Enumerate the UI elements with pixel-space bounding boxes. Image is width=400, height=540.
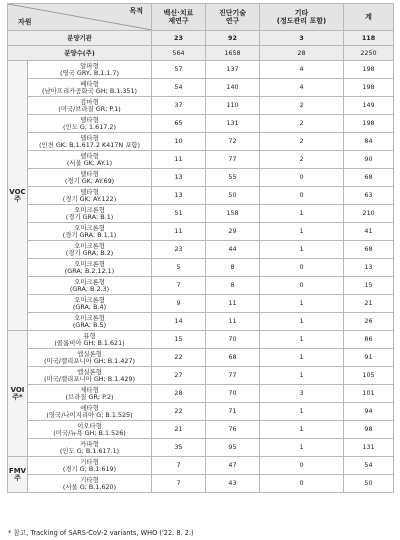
cell-value: 68 xyxy=(344,241,394,259)
variant-name: 델타형 xyxy=(80,115,99,124)
table-row xyxy=(8,313,394,331)
cell-value: 54 xyxy=(152,79,206,97)
cell-value: 15 xyxy=(152,331,206,349)
cell-value: 71 xyxy=(206,403,260,421)
variant-name: 기타형 xyxy=(80,475,99,484)
table-row xyxy=(8,439,394,457)
variant-name: 베타형 xyxy=(80,79,99,88)
cell-value: 90 xyxy=(344,151,394,169)
cell-value: 65 xyxy=(152,115,206,133)
table-row xyxy=(8,151,394,169)
variant-name: 오미크론형 xyxy=(74,205,105,214)
variant-lineage: (서울 GK; AY.1) xyxy=(66,158,113,167)
variant-cell xyxy=(28,61,152,79)
variant-cell xyxy=(28,295,152,313)
footnote: * 참고, Tracking of SARS-CoV-2 variants, WHO ('22. 8. 2.) xyxy=(8,529,194,537)
variant-cell xyxy=(28,97,152,115)
variant-cell xyxy=(28,79,152,97)
variant-lineage: (경기 GRA; B.1) xyxy=(65,212,114,221)
variant-name: 엡실론형 xyxy=(77,367,102,376)
cell-value: 68 xyxy=(344,169,394,187)
table-row xyxy=(8,457,394,475)
cell-value: 2 xyxy=(260,115,344,133)
cell-value: 1 xyxy=(260,223,344,241)
variant-name: 에타형 xyxy=(80,403,99,412)
variant-cell xyxy=(28,349,152,367)
cell-value: 1 xyxy=(260,367,344,385)
cell-value: 63 xyxy=(344,187,394,205)
table-row xyxy=(8,115,394,133)
cell-value: 86 xyxy=(344,331,394,349)
cell-value: 4 xyxy=(260,79,344,97)
cell-value: 3 xyxy=(260,31,344,46)
cell-value: 43 xyxy=(206,475,260,493)
variant-cell xyxy=(28,421,152,439)
header-line: (정도관리 포함) xyxy=(276,17,327,25)
variant-lineage: (경기 GRA; B.1.1) xyxy=(62,230,117,239)
cell-value: 51 xyxy=(152,205,206,223)
cell-value: 1 xyxy=(260,295,344,313)
cell-value: 0 xyxy=(260,169,344,187)
variant-name: 뮤형 xyxy=(83,331,96,340)
cell-value: 10 xyxy=(152,133,206,151)
variant-cell xyxy=(28,277,152,295)
cell-value: 149 xyxy=(344,97,394,115)
variant-lineage: (인도 G; B.1.617.1) xyxy=(59,446,120,455)
cell-value: 0 xyxy=(260,259,344,277)
cell-value: 137 xyxy=(206,61,260,79)
cell-value: 2250 xyxy=(344,46,394,61)
cell-value: 50 xyxy=(344,475,394,493)
cell-value: 7 xyxy=(152,475,206,493)
group-label xyxy=(8,331,28,457)
header-line: 백신·치료 xyxy=(163,9,194,17)
header-line: 진단기술 xyxy=(218,9,247,17)
table-row xyxy=(8,259,394,277)
header-line: 제연구 xyxy=(168,17,189,25)
cell-value: 91 xyxy=(344,349,394,367)
variant-lineage: (미국/캘리포니아 GH; B.1.429) xyxy=(43,374,136,383)
cell-value: 92 xyxy=(206,31,260,46)
table-row xyxy=(8,79,394,97)
cell-value: 84 xyxy=(344,133,394,151)
distribution-table xyxy=(7,3,394,493)
group-label-line: 주* xyxy=(12,392,23,401)
cell-value: 2 xyxy=(260,151,344,169)
cell-value: 1 xyxy=(260,331,344,349)
cell-value: 55 xyxy=(206,169,260,187)
variant-lineage: (남아프리카공화국 GH; B.1.351) xyxy=(41,86,138,95)
variant-lineage: (영국 GRY, B.1.1.7) xyxy=(60,68,119,77)
cell-value: 1 xyxy=(260,349,344,367)
table-row xyxy=(8,187,394,205)
variant-cell xyxy=(28,205,152,223)
cell-value: 1658 xyxy=(206,46,260,61)
cell-value: 70 xyxy=(206,331,260,349)
table-row xyxy=(8,241,394,259)
variant-lineage: (서울 G; B.1.620) xyxy=(62,482,117,491)
cell-value: 77 xyxy=(206,367,260,385)
purpose-header: 목적 xyxy=(129,7,143,15)
group-label-line: FMV xyxy=(8,466,27,475)
cell-value: 15 xyxy=(344,277,394,295)
cell-value: 13 xyxy=(344,259,394,277)
variant-cell xyxy=(28,151,152,169)
variant-name: 알파형 xyxy=(80,61,99,70)
cell-value: 23 xyxy=(152,241,206,259)
header-row xyxy=(8,4,394,31)
variant-cell xyxy=(28,439,152,457)
group-label-line: VOC xyxy=(9,187,26,196)
variant-name: 오미크론형 xyxy=(74,277,105,286)
variant-cell xyxy=(28,169,152,187)
variant-name: 엡실론형 xyxy=(77,349,102,358)
cell-value: 26 xyxy=(344,313,394,331)
variant-lineage: (콜롬비아 GH; B.1.621) xyxy=(54,338,125,347)
group-label-line: VOI xyxy=(10,385,25,394)
variant-lineage: (경기 GK; AY.69) xyxy=(64,176,115,185)
cell-value: 7 xyxy=(152,457,206,475)
variant-cell xyxy=(28,313,152,331)
variant-cell xyxy=(28,115,152,133)
cell-value: 72 xyxy=(206,133,260,151)
cell-value: 110 xyxy=(206,97,260,115)
cell-value: 11 xyxy=(152,223,206,241)
cell-value: 2 xyxy=(260,97,344,115)
cell-value: 77 xyxy=(206,151,260,169)
table-row xyxy=(8,385,394,403)
cell-value: 11 xyxy=(206,313,260,331)
table-body xyxy=(8,31,394,493)
diagonal-header-cell xyxy=(8,4,152,31)
cell-value: 68 xyxy=(206,349,260,367)
table-row xyxy=(8,277,394,295)
cell-value: 11 xyxy=(152,151,206,169)
cell-value: 13 xyxy=(152,169,206,187)
variant-lineage: (인도 G; 1.617.2) xyxy=(63,122,116,131)
cell-value: 9 xyxy=(152,295,206,313)
cell-value: 23 xyxy=(152,31,206,46)
cell-value: 14 xyxy=(152,313,206,331)
cell-value: 70 xyxy=(206,385,260,403)
variant-cell xyxy=(28,367,152,385)
table-row xyxy=(8,61,394,79)
cell-value: 158 xyxy=(206,205,260,223)
variant-name: 제타형 xyxy=(80,385,99,394)
variant-cell xyxy=(28,331,152,349)
variant-name: 델타형 xyxy=(80,169,99,178)
table-row xyxy=(8,133,394,151)
cell-value: 35 xyxy=(152,439,206,457)
variant-lineage: (경기 G; B.1.619) xyxy=(62,464,117,473)
cell-value: 1 xyxy=(260,313,344,331)
total-header: 계 xyxy=(344,4,394,31)
diagnostic-research-header xyxy=(206,4,260,31)
cell-value: 76 xyxy=(206,421,260,439)
variant-cell xyxy=(28,241,152,259)
cell-value: 0 xyxy=(260,277,344,295)
cell-value: 0 xyxy=(260,475,344,493)
table-row xyxy=(8,475,394,493)
group-label-line: 주 xyxy=(14,194,21,203)
cell-value: 5 xyxy=(152,259,206,277)
cell-value: 4 xyxy=(260,61,344,79)
cell-value: 28 xyxy=(152,385,206,403)
cell-value: 105 xyxy=(344,367,394,385)
variant-cell xyxy=(28,457,152,475)
variant-lineage: (미국/브라질 GR; P.1) xyxy=(58,104,121,113)
cell-value: 54 xyxy=(344,457,394,475)
cell-value: 95 xyxy=(206,439,260,457)
cell-value: 0 xyxy=(260,187,344,205)
variant-name: 오미크론형 xyxy=(74,241,105,250)
variant-name: 델타형 xyxy=(80,151,99,160)
cell-value: 41 xyxy=(344,223,394,241)
variant-cell xyxy=(28,385,152,403)
variant-name: 델타형 xyxy=(80,187,99,196)
table-row xyxy=(8,403,394,421)
variant-lineage: (경기 GRA; B.2) xyxy=(65,248,114,257)
cell-value: 131 xyxy=(344,439,394,457)
cell-value: 564 xyxy=(152,46,206,61)
resource-header: 자원 xyxy=(18,18,32,26)
table-row xyxy=(8,205,394,223)
cell-value: 8 xyxy=(206,259,260,277)
table-row xyxy=(8,331,394,349)
cell-value: 37 xyxy=(152,97,206,115)
cell-value: 13 xyxy=(152,187,206,205)
cell-value: 47 xyxy=(206,457,260,475)
variant-name: 오미크론형 xyxy=(74,223,105,232)
variant-lineage: (영국/나이지리아 G; B.1.525) xyxy=(46,410,133,419)
header-line: 연구 xyxy=(225,17,240,25)
cell-value: 101 xyxy=(344,385,394,403)
variant-lineage: (브라질 GR; P.2) xyxy=(65,392,114,401)
variant-name: 감마형 xyxy=(80,97,99,106)
variant-lineage: (GRA; B.2.3) xyxy=(69,284,110,293)
count-row xyxy=(8,46,394,61)
table-row xyxy=(8,169,394,187)
cell-value: 198 xyxy=(344,115,394,133)
table-row xyxy=(8,349,394,367)
table-row xyxy=(8,421,394,439)
variant-cell xyxy=(28,259,152,277)
cell-value: 8 xyxy=(206,277,260,295)
cell-value: 21 xyxy=(152,421,206,439)
cell-value: 11 xyxy=(206,295,260,313)
variant-lineage: (GRA; B.5) xyxy=(72,320,107,329)
cell-value: 131 xyxy=(206,115,260,133)
agency-row xyxy=(8,31,394,46)
cell-value: 22 xyxy=(152,403,206,421)
cell-value: 50 xyxy=(206,187,260,205)
variant-cell xyxy=(28,187,152,205)
variant-lineage: (GRA; B.2.12.1) xyxy=(64,266,115,275)
group-label xyxy=(8,61,28,331)
cell-value: 3 xyxy=(260,385,344,403)
variant-name: 기타형 xyxy=(80,457,99,466)
variant-name: 오미크론형 xyxy=(74,313,105,322)
variant-cell xyxy=(28,133,152,151)
count-label: 분양수(주) xyxy=(8,46,152,61)
cell-value: 210 xyxy=(344,205,394,223)
cell-value: 29 xyxy=(206,223,260,241)
table-row xyxy=(8,295,394,313)
variant-lineage: (GRA; B.4) xyxy=(72,302,107,311)
variant-name: 오미크론형 xyxy=(74,295,105,304)
cell-value: 44 xyxy=(206,241,260,259)
cell-value: 118 xyxy=(344,31,394,46)
cell-value: 21 xyxy=(344,295,394,313)
table-row xyxy=(8,97,394,115)
variant-cell xyxy=(28,223,152,241)
other-header xyxy=(260,4,344,31)
cell-value: 1 xyxy=(260,241,344,259)
cell-value: 28 xyxy=(260,46,344,61)
cell-value: 22 xyxy=(152,349,206,367)
variant-name: 이오타형 xyxy=(77,421,102,430)
cell-value: 198 xyxy=(344,61,394,79)
group-label-line: 주 xyxy=(14,473,21,482)
variant-lineage: (경기 GK; AY.122) xyxy=(62,194,117,203)
cell-value: 27 xyxy=(152,367,206,385)
variant-lineage: (미국/뉴욕 GH; B.1.526) xyxy=(53,428,126,437)
vaccine-research-header xyxy=(152,4,206,31)
cell-value: 7 xyxy=(152,277,206,295)
cell-value: 2 xyxy=(260,133,344,151)
variant-cell xyxy=(28,403,152,421)
cell-value: 198 xyxy=(344,79,394,97)
table-row xyxy=(8,367,394,385)
variant-lineage: (인천 GK; B.1.617.2 K417N 포함) xyxy=(38,140,141,149)
cell-value: 57 xyxy=(152,61,206,79)
cell-value: 140 xyxy=(206,79,260,97)
cell-value: 1 xyxy=(260,403,344,421)
cell-value: 1 xyxy=(260,421,344,439)
variant-cell xyxy=(28,475,152,493)
variant-name: 오미크론형 xyxy=(74,259,105,268)
cell-value: 98 xyxy=(344,421,394,439)
variant-name: 델타형 xyxy=(80,133,99,142)
header-line: 기타 xyxy=(294,9,309,17)
cell-value: 0 xyxy=(260,457,344,475)
group-label xyxy=(8,457,28,493)
cell-value: 94 xyxy=(344,403,394,421)
cell-value: 1 xyxy=(260,205,344,223)
variant-lineage: (미국/캘리포니아 GH; B.1.427) xyxy=(43,356,136,365)
agency-label: 분양기관 xyxy=(8,31,152,46)
variant-name: 카파형 xyxy=(80,439,99,448)
table-row xyxy=(8,223,394,241)
cell-value: 1 xyxy=(260,439,344,457)
